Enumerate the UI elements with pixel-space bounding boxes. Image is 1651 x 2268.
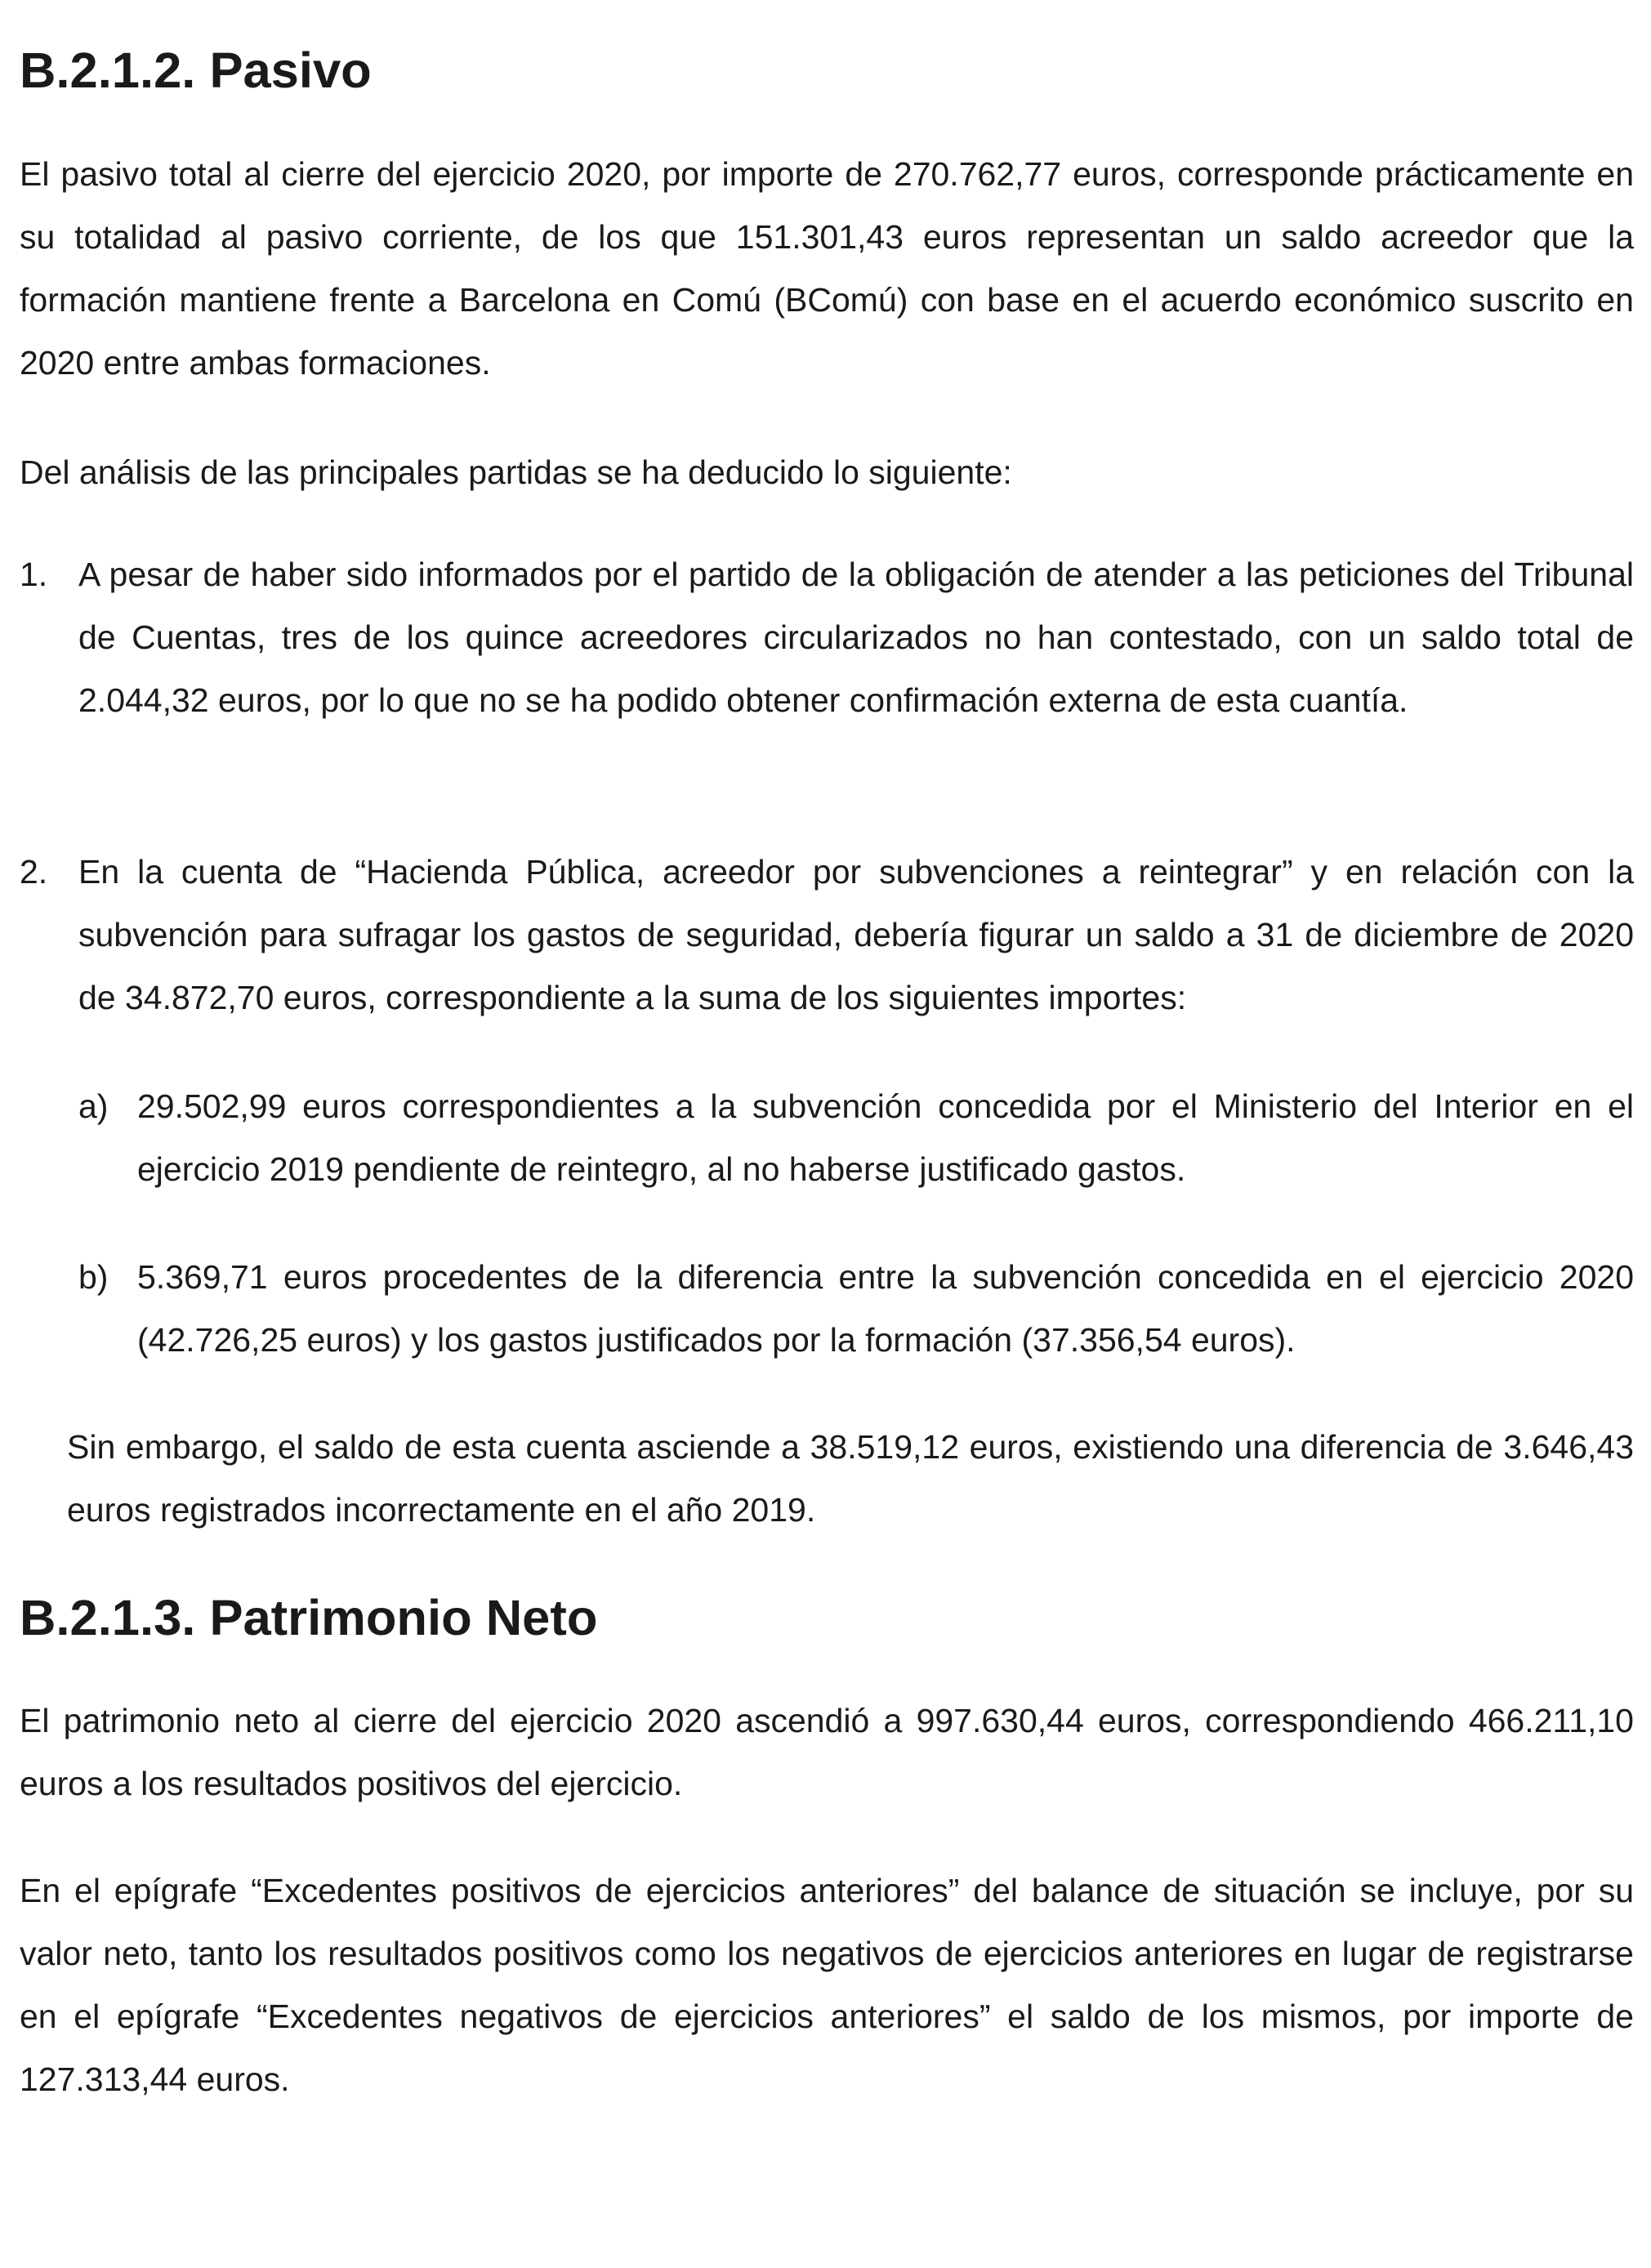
paragraph-sin-embargo: Sin embargo, el saldo de esta cuenta asciende a 38.519,12 euros, existiendo una diferencia de 3.646,43 euros registrados incorrectamente en el año 2019. <box>67 1428 1634 1529</box>
paragraph-pasivo-total: El pasivo total al cierre del ejercicio 2020, por importe de 270.762,77 euros, corresponde prácticamente en su totalidad al pasivo corriente, de los que 151.301,43 euros representan un saldo acreedor que la formación mantiene frente a Barcelona en Comú (BComú) con base en el acuerdo económico suscrito en 2020 entre ambas formaciones. <box>20 155 1634 382</box>
sublist-marker: b) <box>78 1258 109 1296</box>
heading-pasivo: B.2.1.2. Pasivo <box>20 42 372 99</box>
paragraph-patrimonio-neto: El patrimonio neto al cierre del ejercicio 2020 ascendió a 997.630,44 euros, correspondiendo 466.211,10 euros a los resultados positivos del ejercicio. <box>20 1702 1634 1802</box>
list-marker: 2. <box>20 853 48 891</box>
sublist-item-text: 29.502,99 euros correspondientes a la subvención concedida por el Ministerio del Interior en el ejercicio 2019 pendiente de reintegro, al no haberse justificado gastos. <box>137 1087 1634 1188</box>
sublist-item-text: 5.369,71 euros procedentes de la diferencia entre la subvención concedida en el ejercicio 2020 (42.726,25 euros) y los gastos justificados por la formación (37.356,54 euros). <box>137 1258 1634 1359</box>
list-item-text: A pesar de haber sido informados por el partido de la obligación de atender a las peticiones del Tribunal de Cuentas, tres de los quince acreedores circularizados no han contestado, con un saldo total de 2.044,32 euros, por lo que no se ha podido obtener confirmación externa de esta cuantía. <box>78 556 1634 719</box>
sublist-item-b <box>78 1246 1634 1372</box>
heading-patrimonio-neto: B.2.1.3. Patrimonio Neto <box>20 1590 598 1646</box>
list-item-2 <box>20 841 1634 1029</box>
sublist-item-a <box>78 1075 1634 1201</box>
list-item-1 <box>20 543 1634 732</box>
paragraph-analisis: Del análisis de las principales partidas se ha deducido lo siguiente: <box>20 453 1012 491</box>
list-item-text: En la cuenta de “Hacienda Pública, acreedor por subvenciones a reintegrar” y en relación con la subvención para sufragar los gastos de seguridad, debería figurar un saldo a 31 de diciembre de 2020 de 34.872,70 euros, correspondiente a la suma de los siguientes importes: <box>78 853 1634 1016</box>
list-marker: 1. <box>20 556 48 593</box>
sublist-marker: a) <box>78 1087 109 1125</box>
paragraph-excedentes: En el epígrafe “Excedentes positivos de ejercicios anteriores” del balance de situación se incluye, por su valor neto, tanto los resultados positivos como los negativos de ejercicios anteriores en lugar de registrarse en el epígrafe “Excedentes negativos de ejercicios anteriores” el saldo de los mismos, por importe de 127.313,44 euros. <box>20 1872 1634 2098</box>
